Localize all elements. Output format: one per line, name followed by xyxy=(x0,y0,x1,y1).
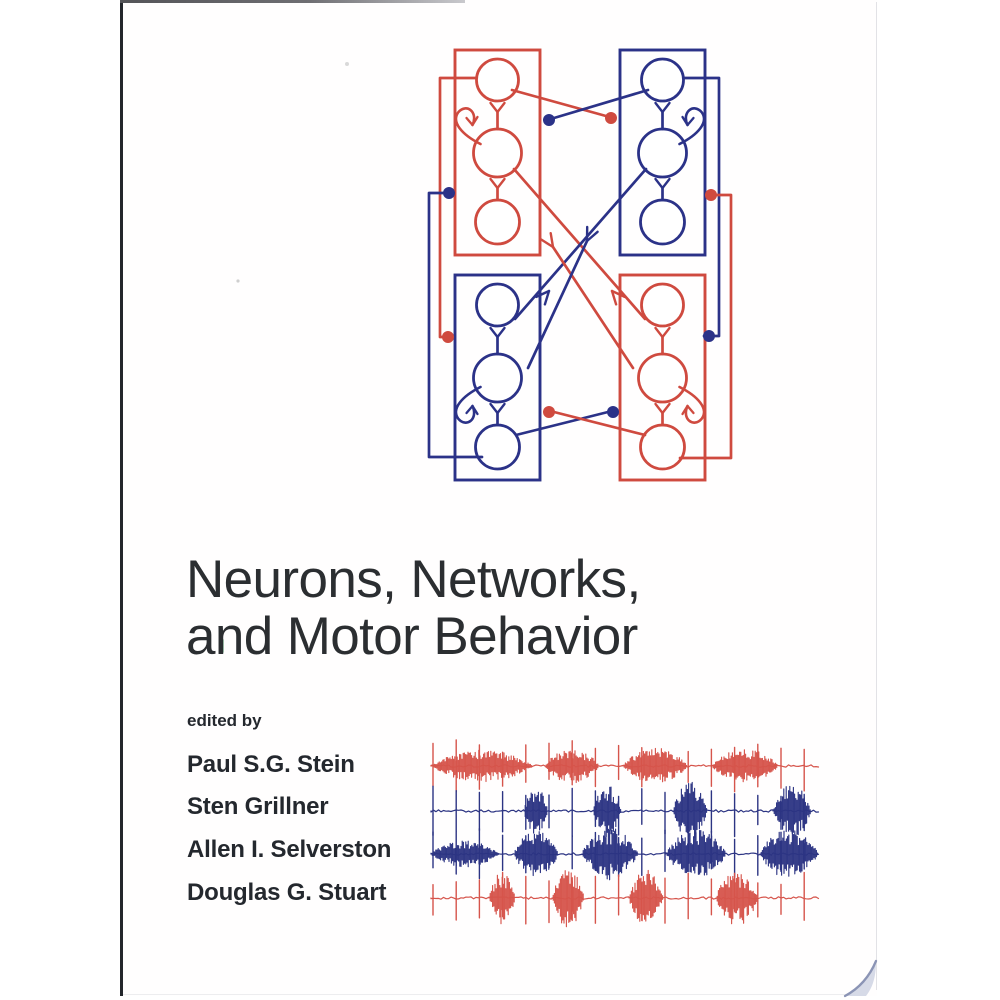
book-title xyxy=(186,551,641,665)
neural-circuit-diagram xyxy=(429,50,731,480)
editor-name: Sten Grillner xyxy=(187,793,329,820)
editor-name: Paul S.G. Stein xyxy=(187,751,355,778)
editor-name: Allen I. Selverston xyxy=(187,836,392,863)
editor-name: Douglas G. Stuart xyxy=(187,879,387,906)
emg-traces-art xyxy=(431,740,819,927)
title-line-1: Neurons, Networks, xyxy=(186,550,641,609)
page-curl xyxy=(845,961,876,996)
edited-by-label: edited by xyxy=(187,711,262,730)
title-line-2: and Motor Behavior xyxy=(186,607,638,666)
